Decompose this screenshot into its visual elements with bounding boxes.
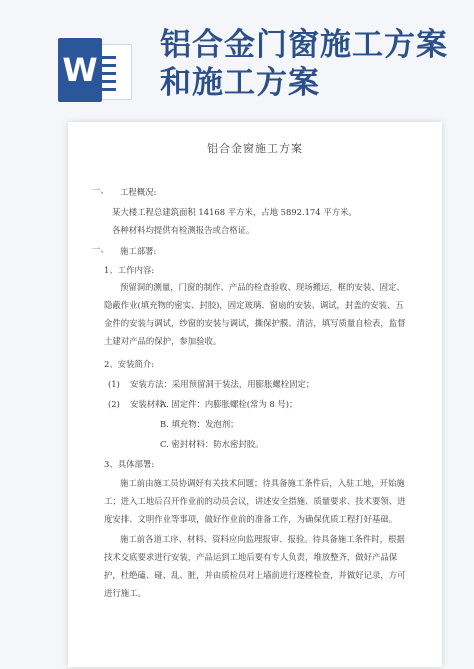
- install-item-2-number: (2): [108, 399, 120, 409]
- section-1-line-1: 某大楼工程总建筑面积 14168 平方米，占地 5892.174 平方米。: [112, 207, 357, 217]
- material-a: A. 固定件：内膨胀螺栓(常为 8 号)；: [160, 399, 298, 409]
- install-item-1: 安装方法：采用预留洞干装法，用膨胀螺栓固定；: [130, 379, 315, 389]
- subsection-deployment: 3、具体部署:: [104, 459, 155, 469]
- section-2-title: 施工部署:: [120, 246, 157, 256]
- document-page: [68, 122, 442, 667]
- header-banner: [0, 0, 474, 120]
- word-document-icon: [58, 38, 132, 102]
- subsection-work-content: 1、工作内容:: [104, 265, 155, 275]
- deployment-paragraph-1: 施工前由施工员协调好有关技术问题；待具备施工条件后，入驻工地，开始施工；进入工地后召开作业前的动员会议，讲述安全措施、质量要求、技术要领、进度安排、文明作业等事项，做好作业前的准备工作，为确保优质工程打好基础。: [104, 478, 406, 524]
- word-logo-letter: W: [58, 38, 102, 102]
- material-b: B. 填充物：发泡剂；: [160, 419, 239, 429]
- section-2-number: 一、: [92, 244, 109, 254]
- work-content-paragraph: 预留洞的测量，门窗的制作、产品的检查验收、现场搬运，框的安装、固定、隐蔽作业(填充物的密实、封胶)，固定玻璃、窗扇的安装、调试，封盖的安装、五金件的安装与调试，纱窗的安装与调试，撕保护膜、清洁，填写质量自检表，监督土建对产品的保护，参加验收。: [104, 282, 406, 346]
- document-title: 铝合金窗施工方案: [207, 142, 303, 155]
- section-1-number: 一、: [92, 185, 109, 195]
- banner-title: 铝合金门窗施工方案和施工方案: [160, 27, 448, 101]
- deployment-paragraph-2: 施工前各道工序、材料、资料应向监理报审、报验。待具备施工条件时，根据技术交底要求进行安装，产品运到工地后要有专人负责，堆放整齐，做好产品保护，杜绝磕、碰、乱、脏，并由质检员对上墙前进行逐樘检查，并做好记录，方可进行施工。: [104, 534, 406, 598]
- install-item-1-number: (1): [108, 379, 120, 389]
- section-1-title: 工程概况:: [120, 187, 157, 197]
- install-item-2: 安装材料：: [130, 399, 172, 409]
- section-1-line-2: 各种材料均提供有检测报告或合格证。: [112, 225, 255, 235]
- subsection-install: 2、安装简介:: [104, 359, 155, 369]
- material-c: C. 密封材料：防水密封胶。: [160, 439, 264, 449]
